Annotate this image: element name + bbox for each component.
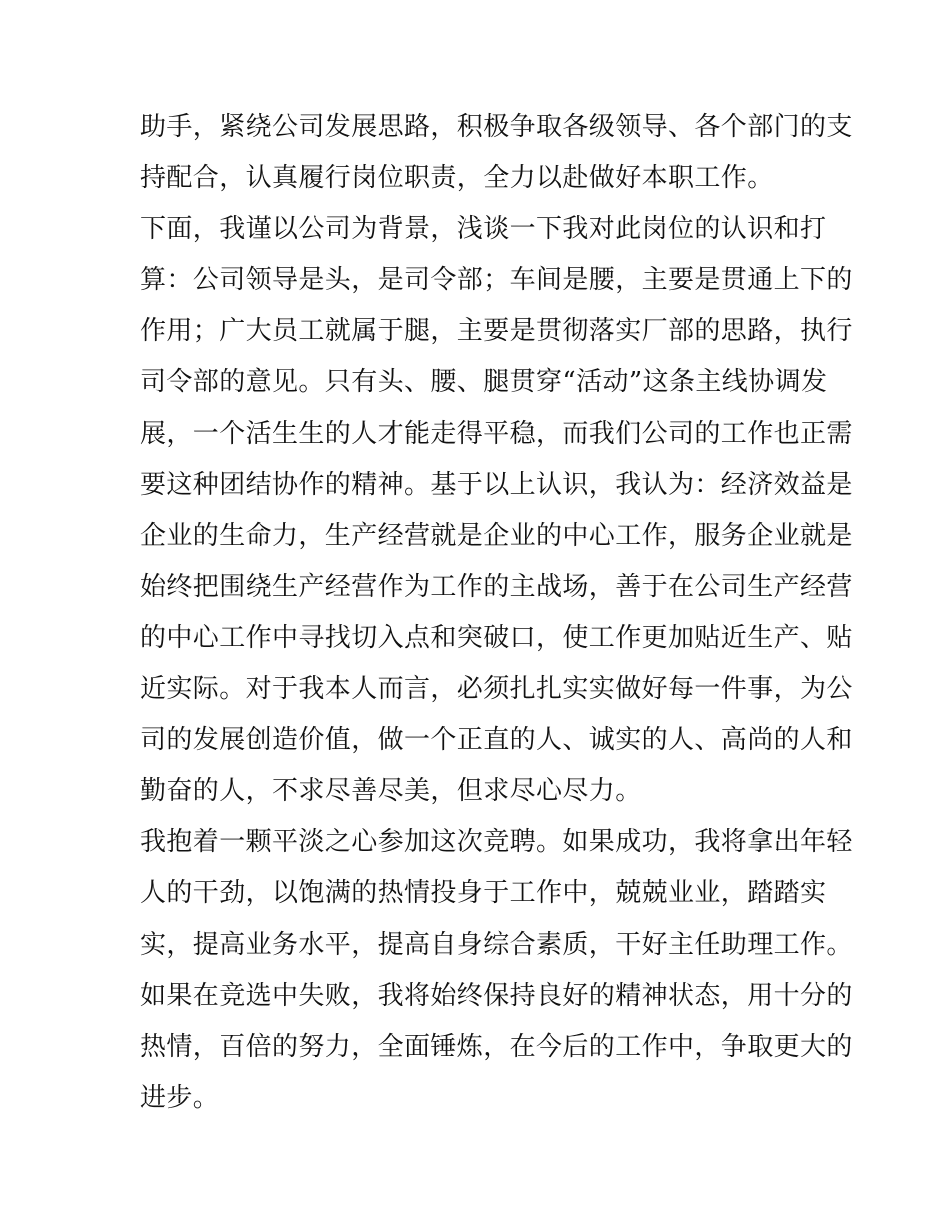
text-line: 实，提高业务水平，提高自身综合素质，干好主任助理工作。 [140, 929, 853, 960]
text-line: 始终把围绕生产经营作为工作的主战场，善于在公司生产经营 [140, 571, 853, 602]
text-line: 近实际。对于我本人而言，必须扎扎实实做好每一件事，为公 [140, 674, 853, 705]
document-page [140, 102, 853, 1124]
paragraph [140, 102, 853, 204]
text-line: 热情，百倍的努力，全面锤炼，在今后的工作中，争取更大的 [140, 1031, 853, 1062]
text-line: 勤奋的人，不求尽善尽美，但求尽心尽力。 [140, 776, 642, 807]
text-line: 如果在竞选中失败，我将始终保持良好的精神状态，用十分的 [140, 980, 853, 1011]
text-line: 人的干劲，以饱满的热情投身于工作中，兢兢业业，踏踏实 [140, 878, 827, 909]
text-line: 算：公司领导是头，是司令部；车间是腰，主要是贯通上下的 [140, 265, 853, 296]
text-line: 要这种团结协作的精神。基于以上认识，我认为：经济效益是 [140, 469, 853, 500]
text-line: 的中心工作中寻找切入点和突破口，使工作更加贴近生产、贴 [140, 622, 853, 653]
text-line: 持配合，认真履行岗位职责，全力以赴做好本职工作。 [140, 163, 774, 194]
text-line: 展，一个活生生的人才能走得平稳，而我们公司的工作也正需 [140, 418, 853, 449]
text-line: 下面，我谨以公司为背景，浅谈一下我对此岗位的认识和打 [140, 214, 827, 245]
paragraph [140, 971, 853, 1124]
text-line: 企业的生命力，生产经营就是企业的中心工作，服务企业就是 [140, 520, 853, 551]
text-line: 进步。 [140, 1082, 220, 1113]
paragraph [140, 204, 853, 817]
text-line: 司令部的意见。只有头、腰、腿贯穿“活动”这条主线协调发 [140, 367, 828, 398]
text-line: 我抱着一颗平淡之心参加这次竞聘。如果成功，我将拿出年轻 [140, 827, 853, 858]
text-line: 作用；广大员工就属于腿，主要是贯彻落实厂部的思路，执行 [140, 316, 853, 347]
text-line: 司的发展创造价值，做一个正直的人、诚实的人、高尚的人和 [140, 725, 853, 756]
paragraph [140, 817, 853, 970]
text-line: 助手，紧绕公司发展思路，积极争取各级领导、各个部门的支 [140, 112, 853, 142]
